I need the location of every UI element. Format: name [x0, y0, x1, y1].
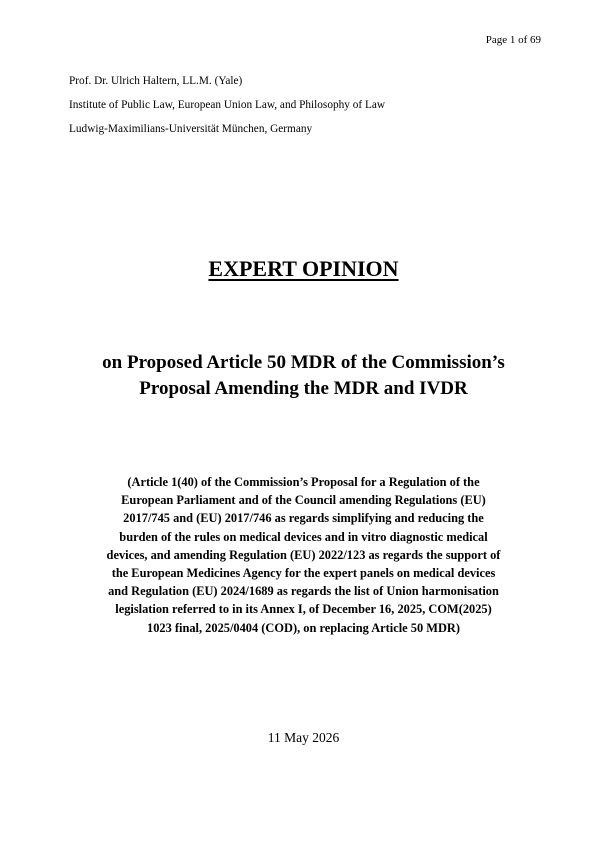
scope-line: (Article 1(40) of the Commission’s Proposal for a Regulation of the	[127, 475, 480, 489]
scope-line: devices, and amending Regulation (EU) 2022/123 as regards the support of	[106, 547, 501, 562]
document-date: 11 May 2026	[267, 730, 340, 745]
document-subtitle	[0, 350, 607, 402]
author-name: Prof. Dr. Ulrich Haltern, LL.M. (Yale)	[69, 75, 243, 87]
subtitle-line: on Proposed Article 50 MDR of the Commission’s	[102, 352, 505, 373]
author-university: Ludwig-Maximilians-Universität München, Germany	[69, 123, 313, 135]
document-title-text: EXPERT OPINION	[208, 256, 399, 281]
author-institute: Institute of Public Law, European Union Law, and Philosophy of Law	[69, 99, 386, 111]
document-title	[0, 254, 607, 284]
scope-line: and Regulation (EU) 2024/1689 as regards the list of Union harmonisation	[108, 584, 499, 599]
scope-line: European Parliament and of the Council amending Regulations (EU)	[121, 493, 486, 508]
scope-line: the European Medicines Agency for the expert panels on medical devices	[111, 566, 496, 581]
document-scope	[0, 473, 607, 637]
scope-line: 1023 final, 2025/0404 (COD), on replacing Article 50 MDR)	[147, 620, 460, 635]
author-block	[69, 69, 385, 141]
scope-line: burden of the rules on medical devices and in vitro diagnostic medical	[119, 529, 488, 544]
scope-line: legislation referred to in its Annex I, of December 16, 2025, COM(2025)	[115, 602, 492, 617]
subtitle-line: Proposal Amending the MDR and IVDR	[139, 378, 468, 399]
scope-line: 2017/745 and (EU) 2017/746 as regards simplifying and reducing the	[123, 511, 484, 526]
page-number: Page 1 of 69	[485, 34, 541, 46]
